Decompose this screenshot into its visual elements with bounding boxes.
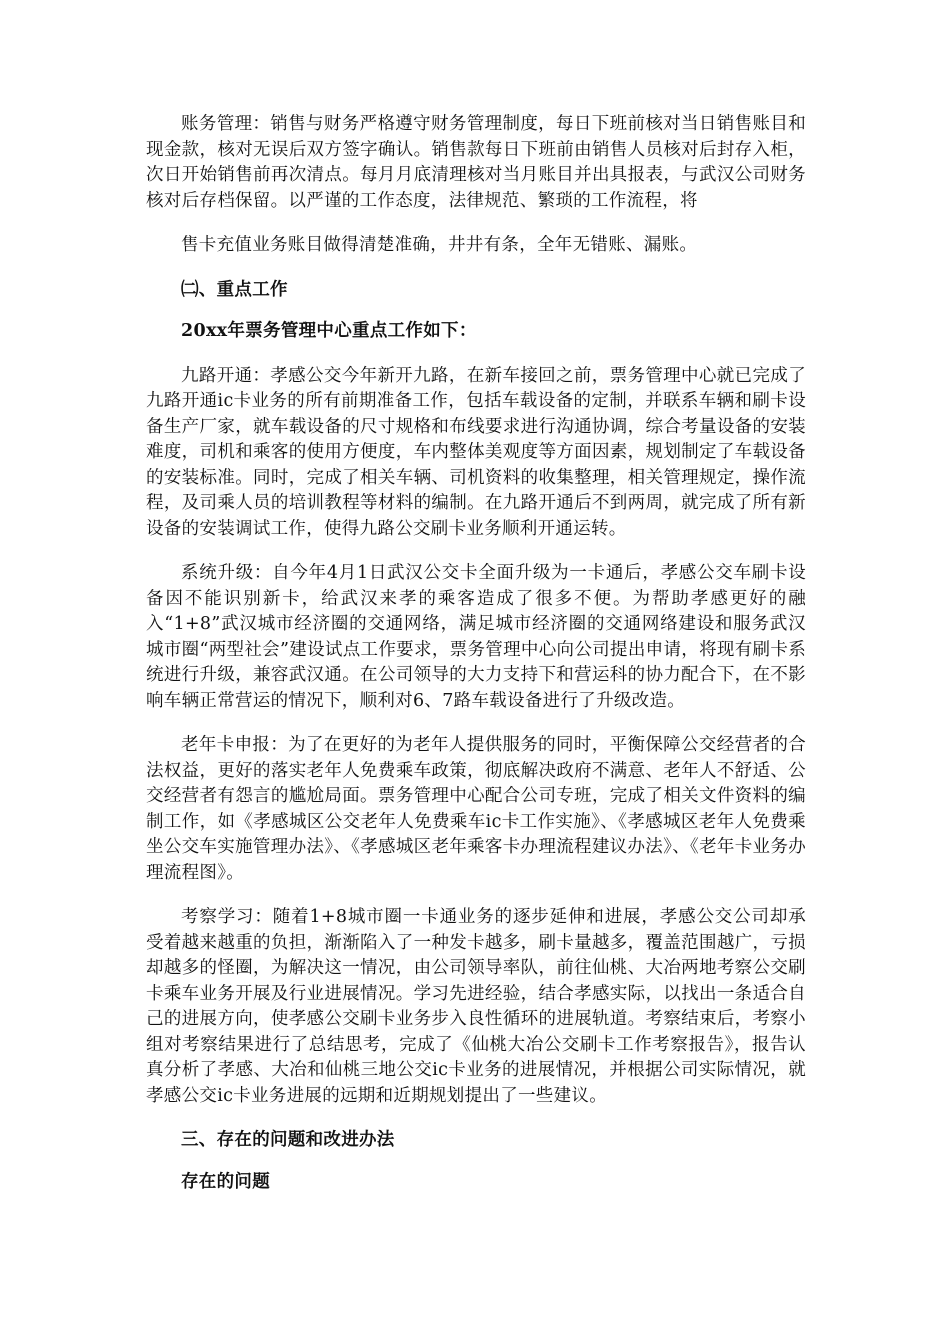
- document-page: [146, 112, 806, 1195]
- heading-key-work-intro: 20xx年票务管理中心重点工作如下：: [181, 321, 477, 341]
- heading-existing-problems: 存在的问题: [181, 1171, 270, 1192]
- heading-key-work: ㈡、重点工作: [181, 279, 288, 300]
- paragraph-senior-card: 老年卡申报：为了在更好的为老年人提供服务的同时，平衡保障公交经营者的合法权益，更好的落实老年人免费乘车政策，彻底解决政府不满意、老年人不舒适、公交经营者有怨言的尴尬局面。票务管理中心配合公司专班，完成了相关文件资料的编制工作，如《孝感城区公交老年人免费乘车ic卡工作实施》、《孝感城区老年人免费乘坐公交车实施管理办法》、《孝感城区老年乘客卡办理流程建议办法》、《老年卡业务办理流程图》。: [146, 735, 806, 883]
- paragraph-card-recharge: 售卡充值业务账目做得清楚准确，井井有条，全年无错账、漏账。: [181, 235, 698, 255]
- paragraph-system-upgrade: 系统升级：自今年4月1日武汉公交卡全面升级为一卡通后，孝感公交车刷卡设备因不能识别新卡，给武汉来孝的乘客造成了很多不便。为帮助孝感更好的融入“1+8”武汉城市经济圈的交通网络，满足城市经济圈的交通网络建设和服务武汉城市圈“两型社会”建设试点工作要求，票务管理中心向公司提出申请，将现有刷卡系统进行升级，兼容武汉通。在公司领导的大力支持下和营运科的协力配合下，在不影响车辆正常营运的情况下，顺利对6、7路车载设备进行了升级改造。: [146, 563, 806, 711]
- paragraph-route-nine: 九路开通：孝感公交今年新开九路，在新车接回之前，票务管理中心就已完成了九路开通ic卡业务的所有前期准备工作，包括车载设备的定制，并联系车辆和刷卡设备生产厂家，就车载设备的尺寸规格和布线要求进行沟通协调，综合考量设备的安装难度，司机和乘客的使用方便度，车内整体美观度等方面因素，规划制定了车载设备的安装标准。同时，完成了相关车辆、司机资料的收集整理，相关管理规定，操作流程，及司乘人员的培训教程等材料的编制。在九路开通后不到两周，就完成了所有新设备的安装调试工作，使得九路公交刷卡业务顺利开通运转。: [146, 365, 806, 539]
- paragraph-inspection-study: 考察学习：随着1+8城市圈一卡通业务的逐步延伸和进展，孝感公交公司却承受着越来越重的负担，渐渐陷入了一种发卡越多，刷卡量越多，覆盖范围越广，亏损却越多的怪圈，为解决这一情况，由公司领导率队，前往仙桃、大冶两地考察公交刷卡乘车业务开展及行业进展情况。学习先进经验，结合孝感实际，以找出一条适合自己的进展方向，使孝感公交刷卡业务步入良性循环的进展轨道。考察结束后，考察小组对考察结果进行了总结思考，完成了《仙桃大冶公交刷卡工作考察报告》，报告认真分析了孝感、大冶和仙桃三地公交ic卡业务的进展情况，并根据公司实际情况，就孝感公交ic卡业务进展的远期和近期规划提出了一些建议。: [146, 907, 806, 1106]
- paragraph-account-management: 账务管理：销售与财务严格遵守财务管理制度，每日下班前核对当日销售账目和现金款，核对无误后双方签字确认。销售款每日下班前由销售人员核对后封存入柜，次日开始销售前再次清点。每月月底清理核对当月账目并出具报表，与武汉公司财务核对后存档保留。以严谨的工作态度，法律规范、繁琐的工作流程，将: [146, 114, 806, 211]
- heading-problems-improvements: 三、存在的问题和改进办法: [181, 1130, 395, 1150]
